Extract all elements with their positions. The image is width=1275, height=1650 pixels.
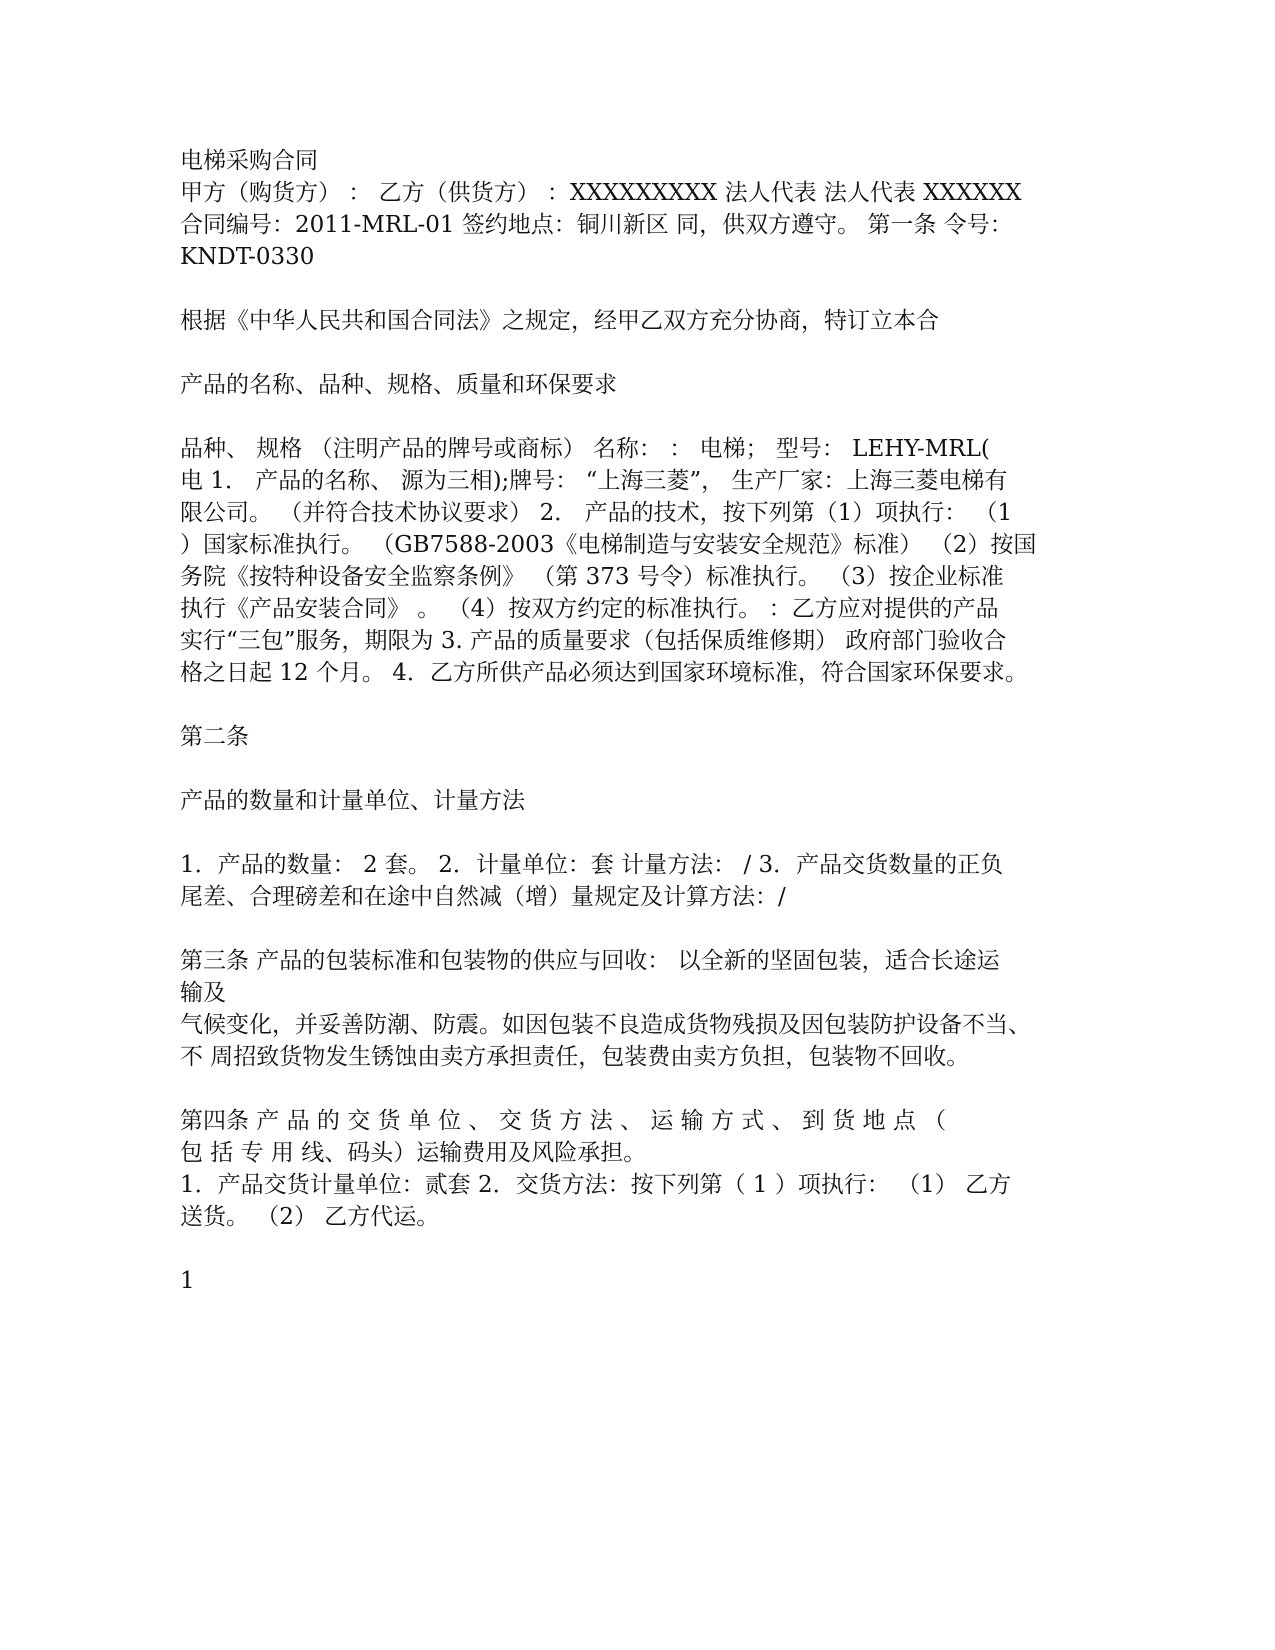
article3-body — [180, 945, 1070, 1073]
section1-line: 格之日起 12 个月。 4．乙方所供产品必须达到国家环境标准，符合国家环保要求。 — [180, 660, 1028, 686]
section2-line: 尾差、合理磅差和在途中自然减（增）量规定及计算方法：/ — [180, 884, 786, 910]
article4-line: 包 括 专 用 线、码头）运输费用及风险承担。 — [180, 1140, 647, 1166]
article3-line: 输及 — [180, 980, 226, 1006]
article4-body — [180, 1105, 1070, 1233]
section1-line: 品种、 规格 （注明产品的牌号或商标） 名称： ： 电梯； 型号： LEHY-MRL( — [180, 436, 990, 462]
section1-line: ）国家标准执行。 （GB7588-2003《电梯制造与安装安全规范》标准） （2）按国 — [180, 532, 1037, 558]
article3-line: 不 周招致货物发生锈蚀由卖方承担责任，包装费由卖方负担，包装物不回收。 — [180, 1044, 970, 1070]
legal-basis: 根据《中华人民共和国合同法》之规定，经甲乙双方充分协商，特订立本合 — [180, 308, 939, 334]
section1-heading: 产品的名称、品种、规格、质量和环保要求 — [180, 372, 617, 398]
article2-label: 第二条 — [180, 724, 249, 750]
contract-number-line: 合同编号：2011-MRL-01 签约地点：铜川新区 同，供双方遵守。 第一条 令号： — [180, 212, 1013, 238]
section1-line: 执行《产品安装合同》 。 （4）按双方约定的标准执行。 ：乙方应对提供的产品 — [180, 596, 999, 622]
section2-body — [180, 849, 1070, 913]
section1-line: 实行“三包”服务，期限为 3. 产品的质量要求（包括保质维修期） 政府部门验收合 — [180, 628, 1007, 654]
document-title: 电梯采购合同 — [180, 148, 318, 174]
article4-line: 送货。 （2） 乙方代运。 — [180, 1204, 440, 1230]
order-number-line: KNDT-0330 — [180, 244, 315, 270]
article4-line: 第四条 产 品 的 交 货 单 位 、 交 货 方 法 、 运 输 方 式 、 到 货 地 点 （ — [180, 1108, 947, 1134]
section1-line: 限公司。 （并符合技术协议要求） 2． 产品的技术，按下列第（1）项执行： （1 — [180, 500, 1013, 526]
page-number: 1 — [180, 1268, 195, 1294]
article4-line: 1．产品交货计量单位：贰套 2．交货方法：按下列第（ 1 ）项执行： （1） 乙方 — [180, 1172, 1012, 1198]
parties-line: 甲方（购货方） ： 乙方（供货方） ：XXXXXXXXX 法人代表 法人代表 XXXXXX — [180, 180, 1022, 206]
section1-line: 电 1． 产品的名称、 源为三相);牌号： “上海三菱”， 生产厂家：上海三菱电梯有 — [180, 468, 1008, 494]
document-page — [180, 145, 1070, 1297]
article3-line: 第三条 产品的包装标准和包装物的供应与回收： 以全新的坚固包装，适合长途运 — [180, 948, 1000, 974]
section2-heading: 产品的数量和计量单位、计量方法 — [180, 788, 525, 814]
section1-body — [180, 433, 1070, 689]
section1-line: 务院《按特种设备安全监察条例》 （第 373 号令）标准执行。 （3）按企业标准 — [180, 564, 1004, 590]
section2-line: 1．产品的数量： 2 套。 2．计量单位：套 计量方法： / 3．产品交货数量的正负 — [180, 852, 1004, 878]
article3-line: 气候变化，并妥善防潮、防震。如因包装不良造成货物残损及因包装防护设备不当、 — [180, 1012, 1031, 1038]
